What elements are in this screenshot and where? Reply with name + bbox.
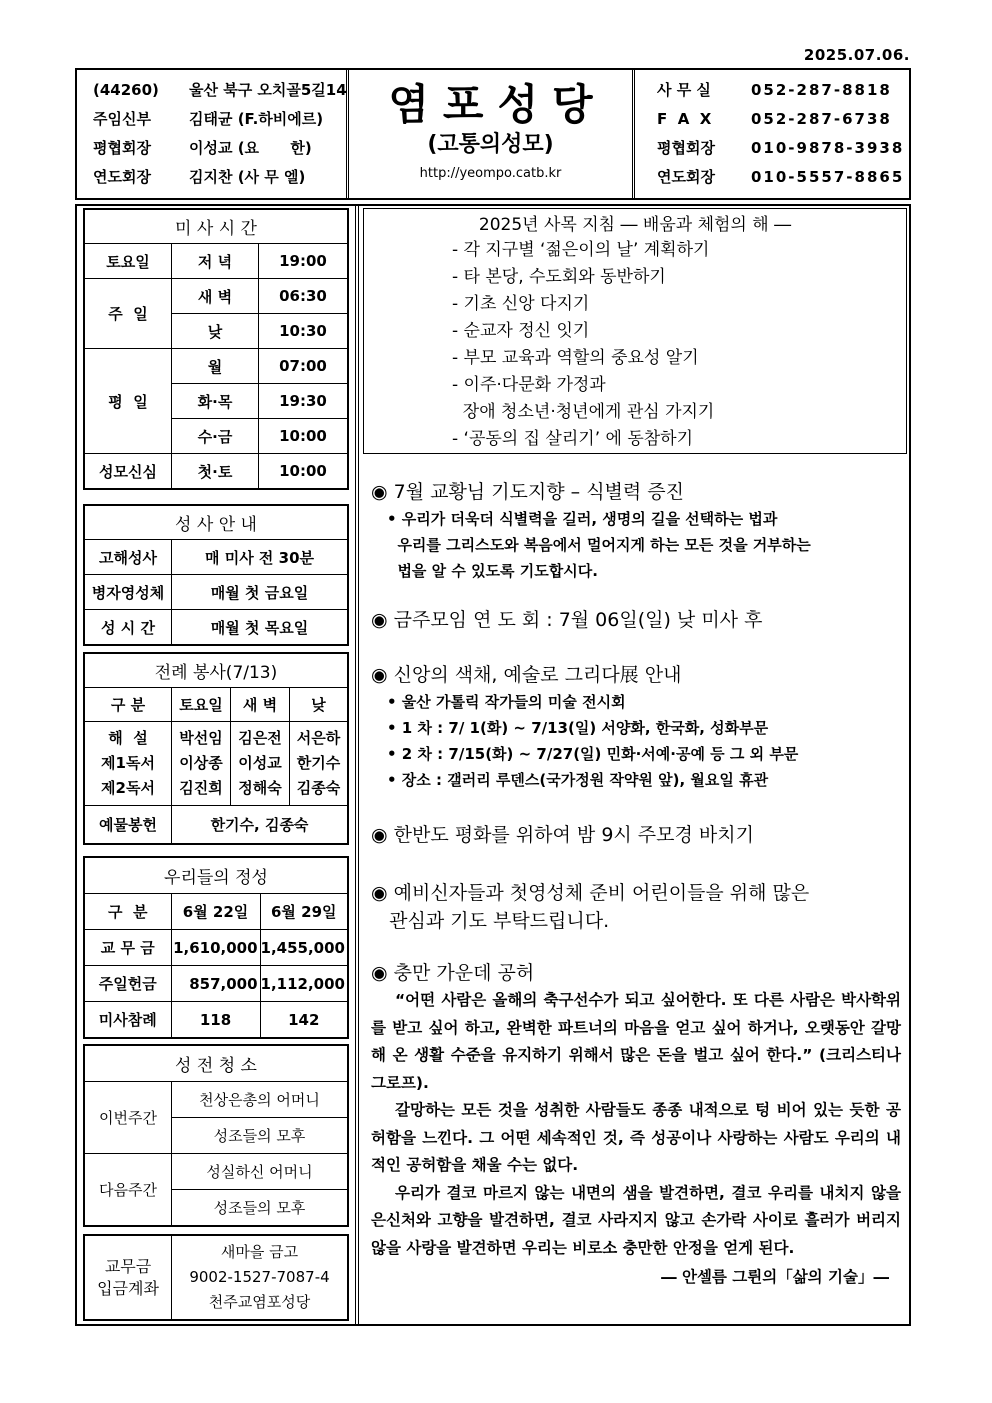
liturgy-role-1: 해 설: [108, 729, 148, 747]
council-row: [93, 134, 346, 163]
essay-paragraph-2: 갈망하는 모든 것을 성취한 사람들도 종종 내적으로 텅 비어 있는 듯한 공허함을 느낀다. 그 어떤 세속적인 것, 즉 성공이나 사랑하는 사람도 우리의 내적인 공허함을 채울 수는 없다.: [371, 1101, 901, 1174]
cleaning-this-week-label: 이번주간: [85, 1082, 172, 1154]
office-row: [657, 76, 909, 105]
pastoral-goal-2: - 타 본당, 수도회와 동반하기: [452, 267, 666, 287]
office-label: 사 무 실: [657, 81, 711, 99]
prayer-line-3: 법을 알 수 있도록 기도합시다.: [387, 562, 598, 580]
liturgy-sat-2: 이상종: [179, 754, 223, 772]
mass-weekday-time-3: 10:00: [259, 419, 348, 454]
mass-sunday-time-1: 06:30: [259, 279, 348, 314]
account-bank: 새마을 금고: [220, 1243, 299, 1261]
essay-paragraph-3: 우리가 결코 마르지 않는 내면의 샘을 발견하면, 결코 우리를 내치지 않을 은신처와 고향을 발견하면, 결코 사라지지 않고 손가락 사이로 흘러가 버리지 않을 사랑을 발견하면 우리는 비로소 충만한 안정을 얻게 된다.: [371, 1183, 901, 1257]
contributions-table: [84, 857, 348, 1038]
council-phone-label: 평협회장: [657, 139, 715, 157]
account-number: 9002-1527-7087-4: [189, 1268, 330, 1286]
mass-times-box: [83, 208, 349, 490]
contrib-b-1: 1,455,000: [260, 930, 347, 966]
liturgy-header-2: 토요일: [172, 688, 231, 722]
account-details: [172, 1236, 348, 1320]
mass-weekday-day: 평 일: [85, 349, 172, 454]
yeondo-phone-label: 연도회장: [657, 168, 715, 186]
liturgy-header-1: 구 분: [85, 688, 172, 722]
account-label: 교무금 입금계좌: [85, 1236, 172, 1320]
peace-heading: ◉ 한반도 평화를 위하여 밤 9시 주모경 바치기: [371, 824, 754, 846]
liturgy-dawn-3: 정해숙: [238, 779, 282, 797]
church-title: 염포성당: [388, 80, 607, 129]
body-frame: [75, 204, 911, 1326]
mass-times-table: [84, 209, 348, 489]
liturgy-dawn-1: 김은전: [238, 729, 282, 747]
postal-code: (44260): [93, 81, 159, 99]
contrib-label-1: 교 무 금: [85, 930, 172, 966]
cleaning-this-week-1: 천상은총의 어머니: [172, 1082, 348, 1118]
mass-weekday-time-2: 19:30: [259, 384, 348, 419]
account-box: [83, 1234, 349, 1321]
liturgy-sat-3: 김진희: [179, 779, 223, 797]
pastor-name: 김태균 (F.하비에르): [189, 110, 324, 128]
contrib-header-2: 6월 22일: [171, 894, 260, 930]
pastoral-goal-4: - 순교자 정신 잇기: [452, 321, 590, 341]
yeondo-phone: 010-5557-8865: [751, 168, 905, 186]
account-table: [84, 1235, 348, 1320]
notices: [371, 478, 901, 1292]
cleaning-next-week-2: 성조들의 모후: [172, 1190, 348, 1226]
sacrament-label-1: 고해성사: [85, 540, 172, 575]
sacrament-title: 성 사 안 내: [85, 506, 348, 540]
contributions-title: 우리들의 정성: [85, 858, 348, 894]
contrib-a-2: 857,000: [171, 966, 260, 1002]
mass-saturday-time: 19:00: [259, 244, 348, 279]
offering-label: 예물봉헌: [85, 806, 172, 844]
council-phone-row: [657, 134, 909, 163]
pastoral-goal-7: 장애 청소년·청년에게 관심 가지기: [452, 402, 715, 422]
mass-sunday-slot-2: 낮: [172, 314, 259, 349]
offering-value: 한기수, 김종숙: [172, 806, 348, 844]
liturgy-sat-1: 박선임: [179, 729, 223, 747]
sacrament-label-2: 병자영성체: [85, 575, 172, 610]
mass-sunday-slot-1: 새 벽: [172, 279, 259, 314]
prayer-intention-heading: ◉ 7월 교황님 기도지향 – 식별력 증진: [371, 481, 685, 503]
yeondo-name: 김지찬 (사 무 엘): [189, 168, 306, 186]
liturgy-saturday: [172, 722, 231, 806]
account-holder: 천주교염포성당: [208, 1293, 311, 1311]
mass-weekday-slot-1: 월: [172, 349, 259, 384]
pastoral-goal-8: - ‘공동의 집 살리기’ 에 동참하기: [452, 429, 694, 449]
liturgy-roles: [85, 722, 172, 806]
sacrament-value-1: 매 미사 전 30분: [172, 540, 348, 575]
header-contacts: [632, 70, 909, 198]
address: 울산 북구 오치골5길14: [189, 81, 347, 99]
mass-weekday-time-1: 07:00: [259, 349, 348, 384]
mass-weekday-slot-3: 수·금: [172, 419, 259, 454]
column-divider: [355, 206, 359, 1324]
council-phone: 010-9878-3938: [751, 139, 905, 157]
contrib-a-3: 118: [171, 1002, 260, 1038]
liturgy-header-3: 새 벽: [231, 688, 290, 722]
contrib-b-2: 1,112,000: [260, 966, 347, 1002]
church-url[interactable]: http://yeompo.catb.kr: [419, 166, 562, 181]
liturgy-role-3: 제2독서: [101, 779, 155, 797]
exhibit-line-4: • 장소 : 갤러리 루덴스(국가정원 작약원 앞), 월요일 휴관: [387, 771, 769, 789]
liturgy-box: [83, 652, 349, 845]
header-info-left: [77, 70, 349, 198]
pastoral-goal-3: - 기초 신앙 다지기: [452, 294, 590, 314]
pastor-row: [93, 105, 346, 134]
liturgy-dawn-2: 이성교: [238, 754, 282, 772]
cleaning-next-week-1: 성실하신 어머니: [172, 1154, 348, 1190]
contrib-a-1: 1,610,000: [171, 930, 260, 966]
mass-mary-slot: 첫·토: [172, 454, 259, 489]
pastoral-goal-6: - 이주·다문화 가정과: [452, 375, 606, 395]
fax-number: 052-287-6738: [751, 110, 892, 128]
cleaning-title: 성 전 청 소: [85, 1046, 348, 1082]
issue-date: 2025.07.06.: [803, 46, 910, 64]
council-name: 이성교 (요 한): [189, 139, 312, 157]
catechumen-heading: ◉ 예비신자들과 첫영성체 준비 어린이들을 위해 많은: [371, 882, 810, 904]
header: [75, 68, 911, 200]
pastoral-goal-5: - 부모 교육과 역할의 중요성 알기: [452, 348, 699, 368]
essay-paragraph-1: “어떤 사람은 올해의 축구선수가 되고 싶어한다. 또 다른 사람은 박사학위를 받고 싶어 하고, 완벽한 파트너의 마음을 얻고 싶어 하거나, 오랫동안 갈망해 온 생활 수준을 유지하기 위해서 많은 돈을 벌고 싶어 한다.” (크리스티나 그로프).: [371, 991, 901, 1092]
essay-heading: ◉ 충만 가운데 공허: [371, 962, 535, 984]
pastor-label: 주임신부: [93, 110, 151, 128]
catechumen-heading-2: 관심과 기도 부탁드립니다.: [371, 910, 610, 932]
prayer-line-2: 우리를 그리스도와 복음에서 멀어지게 하는 모든 것을 거부하는: [387, 536, 811, 554]
contrib-label-3: 미사참례: [85, 1002, 172, 1038]
mass-times-title: 미 사 시 간: [85, 210, 348, 244]
pastoral-goals-title: 2025년 사목 지침 ― 배움과 체험의 해 ―: [478, 215, 792, 235]
mass-sunday-day: 주 일: [85, 279, 172, 349]
meeting-heading: ◉ 금주모임 연 도 회 : 7월 06일(일) 낮 미사 후: [371, 609, 763, 631]
yeondo-phone-row: [657, 163, 909, 192]
sacrament-value-2: 매월 첫 금요일: [172, 575, 348, 610]
sacrament-box: [83, 504, 349, 646]
mass-sunday-time-2: 10:30: [259, 314, 348, 349]
liturgy-role-2: 제1독서: [101, 754, 155, 772]
prayer-line-1: • 우리가 더욱더 식별력을 길러, 생명의 길을 선택하는 법과: [387, 510, 778, 528]
cleaning-this-week-2: 성조들의 모후: [172, 1118, 348, 1154]
essay-credit: ― 안셀름 그륀의「삶의 기술」―: [661, 1268, 889, 1286]
liturgy-day-2: 한기수: [296, 754, 341, 772]
liturgy-day-3: 김종숙: [296, 779, 341, 797]
cleaning-next-week-label: 다음주간: [85, 1154, 172, 1226]
sacrament-value-3: 매월 첫 목요일: [172, 610, 348, 645]
mass-weekday-slot-2: 화·목: [172, 384, 259, 419]
cleaning-table: [84, 1045, 348, 1226]
liturgy-dawn: [231, 722, 290, 806]
contrib-header-3: 6월 29일: [260, 894, 347, 930]
yeondo-row: [93, 163, 346, 192]
mass-saturday-day: 토요일: [85, 244, 172, 279]
sacrament-label-3: 성 시 간: [85, 610, 172, 645]
address-row: [93, 76, 346, 105]
liturgy-table: [84, 653, 348, 844]
contrib-header-1: 구 분: [85, 894, 172, 930]
church-subtitle: (고통의성모): [427, 132, 554, 157]
pastoral-goals-box: [363, 208, 907, 454]
liturgy-header-4: 낮: [290, 688, 348, 722]
mass-mary-day: 성모신심: [85, 454, 172, 489]
liturgy-title: 전례 봉사(7/13): [85, 654, 348, 688]
header-title-block: [349, 70, 632, 198]
exhibit-line-1: • 울산 가톨릭 작가들의 미술 전시회: [387, 693, 626, 711]
cleaning-box: [83, 1044, 349, 1227]
yeondo-label: 연도회장: [93, 168, 151, 186]
mass-mary-time: 10:00: [259, 454, 348, 489]
contributions-box: [83, 856, 349, 1039]
fax-label: F A X: [657, 110, 712, 128]
contrib-b-3: 142: [260, 1002, 347, 1038]
liturgy-day-1: 서은하: [296, 729, 341, 747]
exhibit-heading: ◉ 신앙의 색채, 예술로 그리다展 안내: [371, 664, 682, 686]
exhibit-line-2: • 1 차 : 7/ 1(화) ~ 7/13(일) 서양화, 한국화, 성화부문: [387, 719, 769, 737]
pastoral-goal-1: - 각 지구별 ‘젊은이의 날’ 계획하기: [452, 240, 710, 260]
contrib-label-2: 주일헌금: [85, 966, 172, 1002]
exhibit-line-3: • 2 차 : 7/15(화) ~ 7/27(일) 민화·서예·공예 등 그 외 부문: [387, 745, 799, 763]
fax-row: [657, 105, 909, 134]
council-label: 평협회장: [93, 139, 151, 157]
mass-saturday-slot: 저 녁: [172, 244, 259, 279]
liturgy-day: [290, 722, 348, 806]
office-phone: 052-287-8818: [751, 81, 892, 99]
sacrament-table: [84, 505, 348, 645]
